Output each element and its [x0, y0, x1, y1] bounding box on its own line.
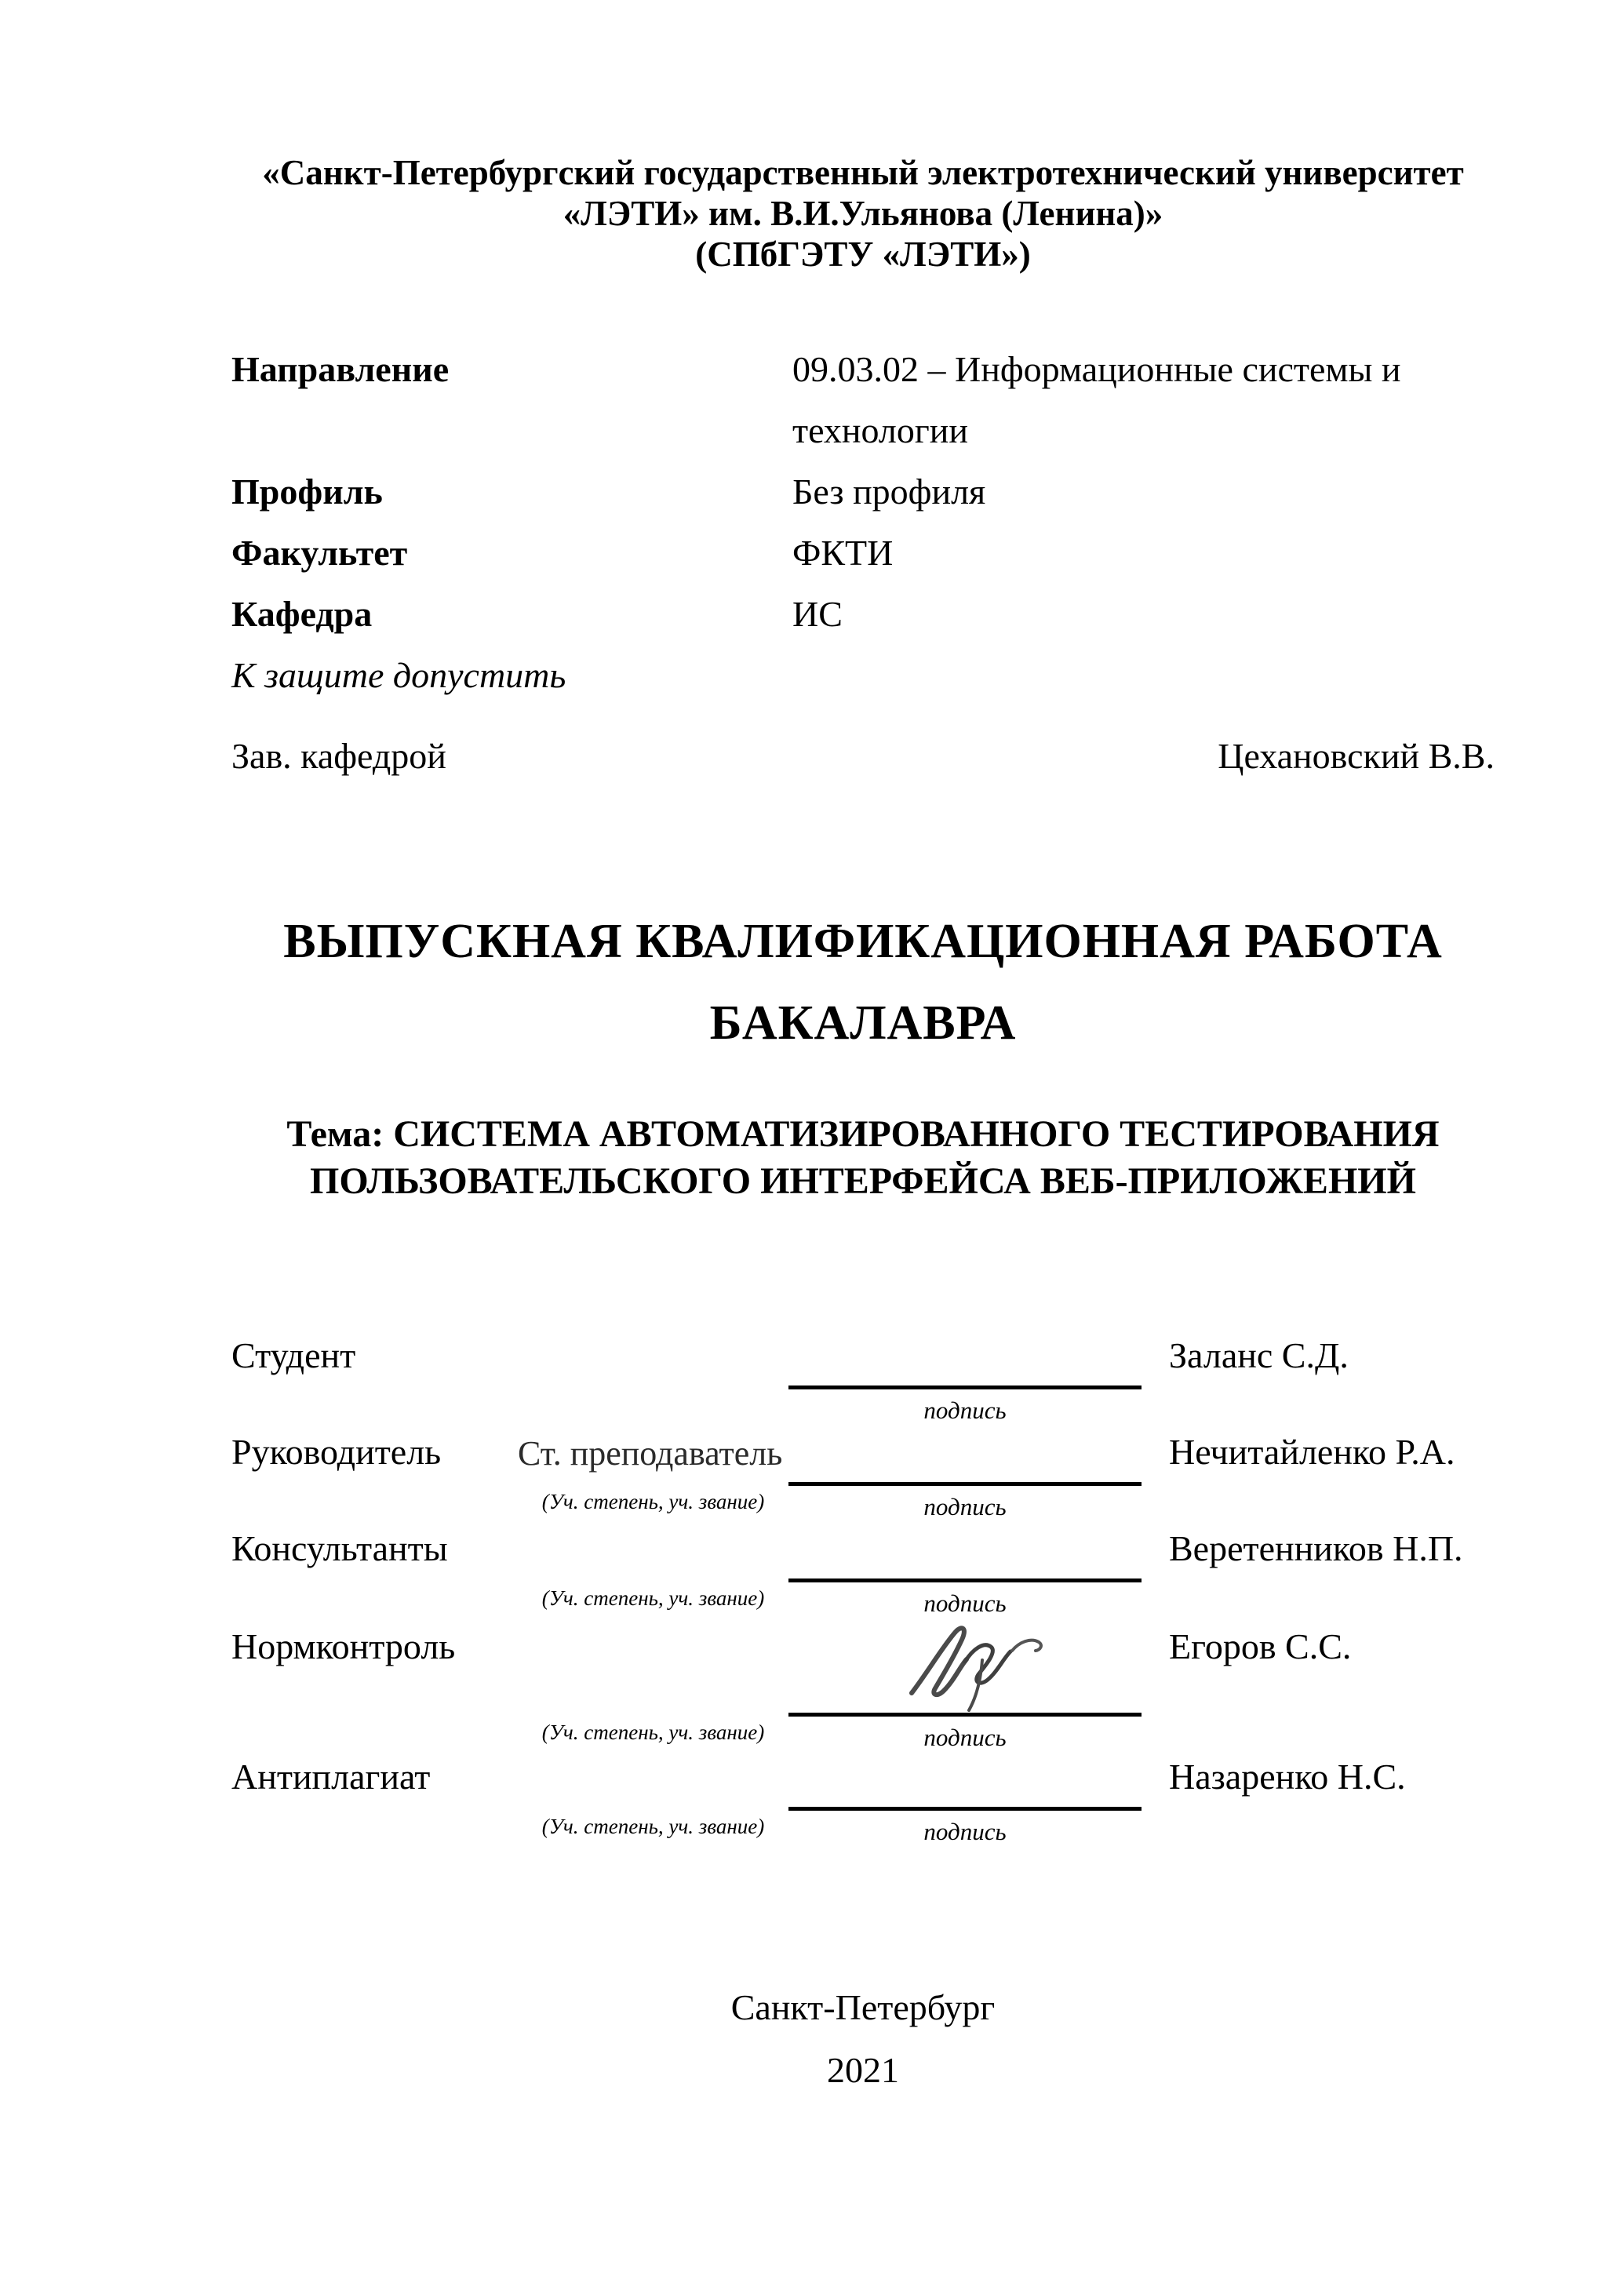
consultants-role-label: Консультанты — [231, 1528, 448, 1568]
supervisor-signature-line — [788, 1431, 1142, 1486]
footer-city: Санкт-Петербург — [730, 1987, 996, 2027]
page-footer — [231, 1976, 1495, 2102]
student-role-label: Студент — [231, 1335, 356, 1375]
consultants-name: Веретенников Н.П. — [1169, 1528, 1463, 1568]
signature-row-antiplagiarism — [231, 1756, 1495, 1852]
normcontrol-role-label: Нормконтроль — [231, 1626, 456, 1666]
meta-row-department — [231, 584, 1495, 645]
department-value: ИС — [792, 594, 843, 634]
admission-note: К защите допустить — [231, 655, 566, 695]
supervisor-sign-hint: подпись — [923, 1493, 1007, 1520]
profile-value: Без профиля — [792, 472, 986, 512]
supervisor-role-label: Руководитель — [231, 1432, 442, 1472]
work-title — [231, 901, 1495, 1064]
antiplagiarism-sign-hint: подпись — [923, 1818, 1007, 1845]
footer-year: 2021 — [827, 2050, 899, 2090]
handwritten-signature-image — [894, 1615, 1063, 1715]
meta-block — [231, 339, 1495, 706]
direction-label: Направление — [231, 349, 450, 389]
department-head-label: Зав. кафедрой — [231, 736, 446, 776]
theme-line1: Тема: СИСТЕМА АВТОМАТИЗИРОВАННОГО ТЕСТИРОВАНИЯ — [286, 1113, 1440, 1155]
signature-row-student — [231, 1335, 1495, 1431]
department-head-row — [231, 726, 1495, 787]
work-title-line2: БАКАЛАВРА — [709, 996, 1017, 1050]
antiplagiarism-degree-hint: (Уч. степень, уч. звание) — [541, 1815, 765, 1838]
page-content — [0, 152, 1624, 2102]
antiplagiarism-role-label: Антиплагиат — [231, 1757, 431, 1797]
faculty-value: ФКТИ — [792, 533, 894, 573]
university-header — [231, 152, 1495, 275]
normcontrol-name: Егоров С.С. — [1169, 1626, 1352, 1666]
faculty-label: Факультет — [231, 533, 408, 573]
supervisor-degree-hint: (Уч. степень, уч. звание) — [541, 1490, 765, 1513]
signature-row-normcontrol — [231, 1626, 1495, 1756]
theme-line2: ПОЛЬЗОВАТЕЛЬСКОГО ИНТЕРФЕЙСА ВЕБ-ПРИЛОЖЕНИЙ — [310, 1160, 1416, 1202]
meta-row-direction — [231, 339, 1495, 461]
normcontrol-degree-hint: (Уч. степень, уч. звание) — [541, 1720, 765, 1744]
antiplagiarism-name: Назаренко Н.С. — [1169, 1757, 1406, 1797]
signatures-table — [231, 1335, 1495, 1852]
direction-value: 09.03.02 – Информационные системы и технологии — [792, 349, 1401, 450]
university-abbreviation: (СПбГЭТУ «ЛЭТИ») — [695, 235, 1031, 274]
university-name-line1: «Санкт-Петербургский государственный электротехнический университет — [262, 153, 1464, 192]
theme-title — [231, 1111, 1495, 1205]
student-name: Заланс С.Д. — [1169, 1335, 1349, 1375]
consultants-degree-hint: (Уч. степень, уч. звание) — [541, 1586, 765, 1610]
student-signature-line — [788, 1335, 1142, 1389]
work-title-line1: ВЫПУСКНАЯ КВАЛИФИКАЦИОННАЯ РАБОТА — [283, 915, 1443, 968]
student-sign-hint: подпись — [923, 1396, 1007, 1424]
antiplagiarism-signature-line — [788, 1756, 1142, 1811]
department-head-name: Цехановский В.В. — [1218, 736, 1495, 776]
signature-row-supervisor — [231, 1431, 1495, 1528]
department-label: Кафедра — [231, 594, 373, 634]
supervisor-degree: Ст. преподаватель — [518, 1434, 783, 1473]
consultants-signature-line — [788, 1528, 1142, 1582]
supervisor-name: Нечитайленко Р.А. — [1169, 1432, 1455, 1472]
profile-label: Профиль — [231, 472, 383, 512]
university-name-line2: «ЛЭТИ» им. В.И.Ульянова (Ленина)» — [563, 194, 1163, 233]
meta-row-faculty — [231, 523, 1495, 584]
consultants-sign-hint: подпись — [923, 1589, 1007, 1617]
meta-row-profile — [231, 461, 1495, 523]
normcontrol-sign-hint: подпись — [923, 1724, 1007, 1751]
signature-row-consultants — [231, 1528, 1495, 1626]
